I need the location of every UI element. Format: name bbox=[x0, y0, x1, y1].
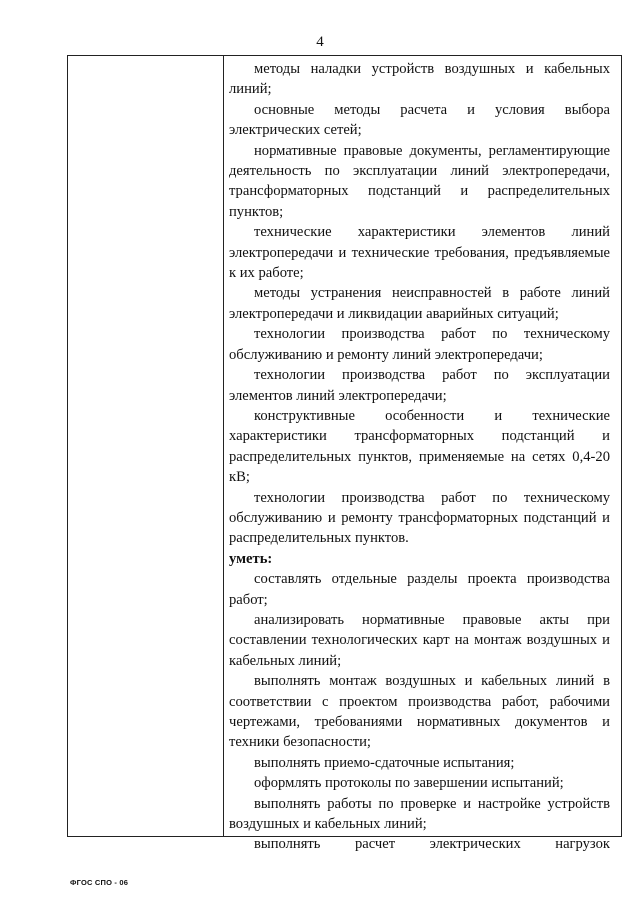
skill-item: выполнять монтаж воздушных и кабельных линий в соответствии с проектом производства работ, рабочими чертежами, требованиями нормативных документов и техники безопасности; bbox=[229, 673, 610, 751]
list-item: технические характеристики элементов линий электропередачи и технические требования, предъявляемые к их работе; bbox=[229, 224, 610, 282]
skill-item: составлять отдельные разделы проекта производства работ; bbox=[229, 571, 610, 608]
list-item: технологии производства работ по эксплуатации элементов линий электропередачи; bbox=[229, 367, 610, 404]
list-item: технологии производства работ по техническому обслуживанию и ремонту трансформаторных подстанций и распределительных пунктов. bbox=[229, 489, 610, 547]
skill-item: оформлять протоколы по завершении испытаний; bbox=[254, 775, 564, 792]
list-item: конструктивные особенности и технические характеристики трансформаторных подстанций и распределительных пунктов, применяемые на сетях 0,4-20 кВ; bbox=[229, 407, 610, 486]
list-item: технологии производства работ по техническому обслуживанию и ремонту линий электропередачи; bbox=[229, 326, 610, 363]
content-table bbox=[67, 55, 622, 853]
skill-item: выполнять приемо-сдаточные испытания; bbox=[254, 754, 515, 771]
table-left-cell bbox=[68, 56, 223, 836]
skill-item: анализировать нормативные правовые акты при составлении технологических карт на монтаж воздушных и кабельных линий; bbox=[229, 611, 610, 669]
section-heading: уметь: bbox=[229, 550, 273, 567]
skill-item: выполнять работы по проверке и настройке устройств воздушных и кабельных линий; bbox=[229, 795, 610, 833]
page-number: 4 bbox=[316, 34, 324, 50]
list-item: методы устранения неисправностей в работе линий электропередачи и ликвидации аварийных ситуаций; bbox=[229, 285, 610, 322]
table-right-cell bbox=[229, 59, 610, 853]
page-footer: ФГОС СПО - 06 bbox=[70, 878, 129, 887]
list-item: нормативные правовые документы, регламентирующие деятельность по эксплуатации линий электропередачи, трансформаторных подстанций и распределительных пунктов; bbox=[229, 142, 610, 220]
list-item: основные методы расчета и условия выбора электрических сетей; bbox=[229, 101, 610, 139]
skill-item: выполнять расчет электрических нагрузок bbox=[254, 836, 610, 853]
column-divider bbox=[223, 56, 224, 836]
list-item: методы наладки устройств воздушных и кабельных линий; bbox=[229, 61, 610, 98]
